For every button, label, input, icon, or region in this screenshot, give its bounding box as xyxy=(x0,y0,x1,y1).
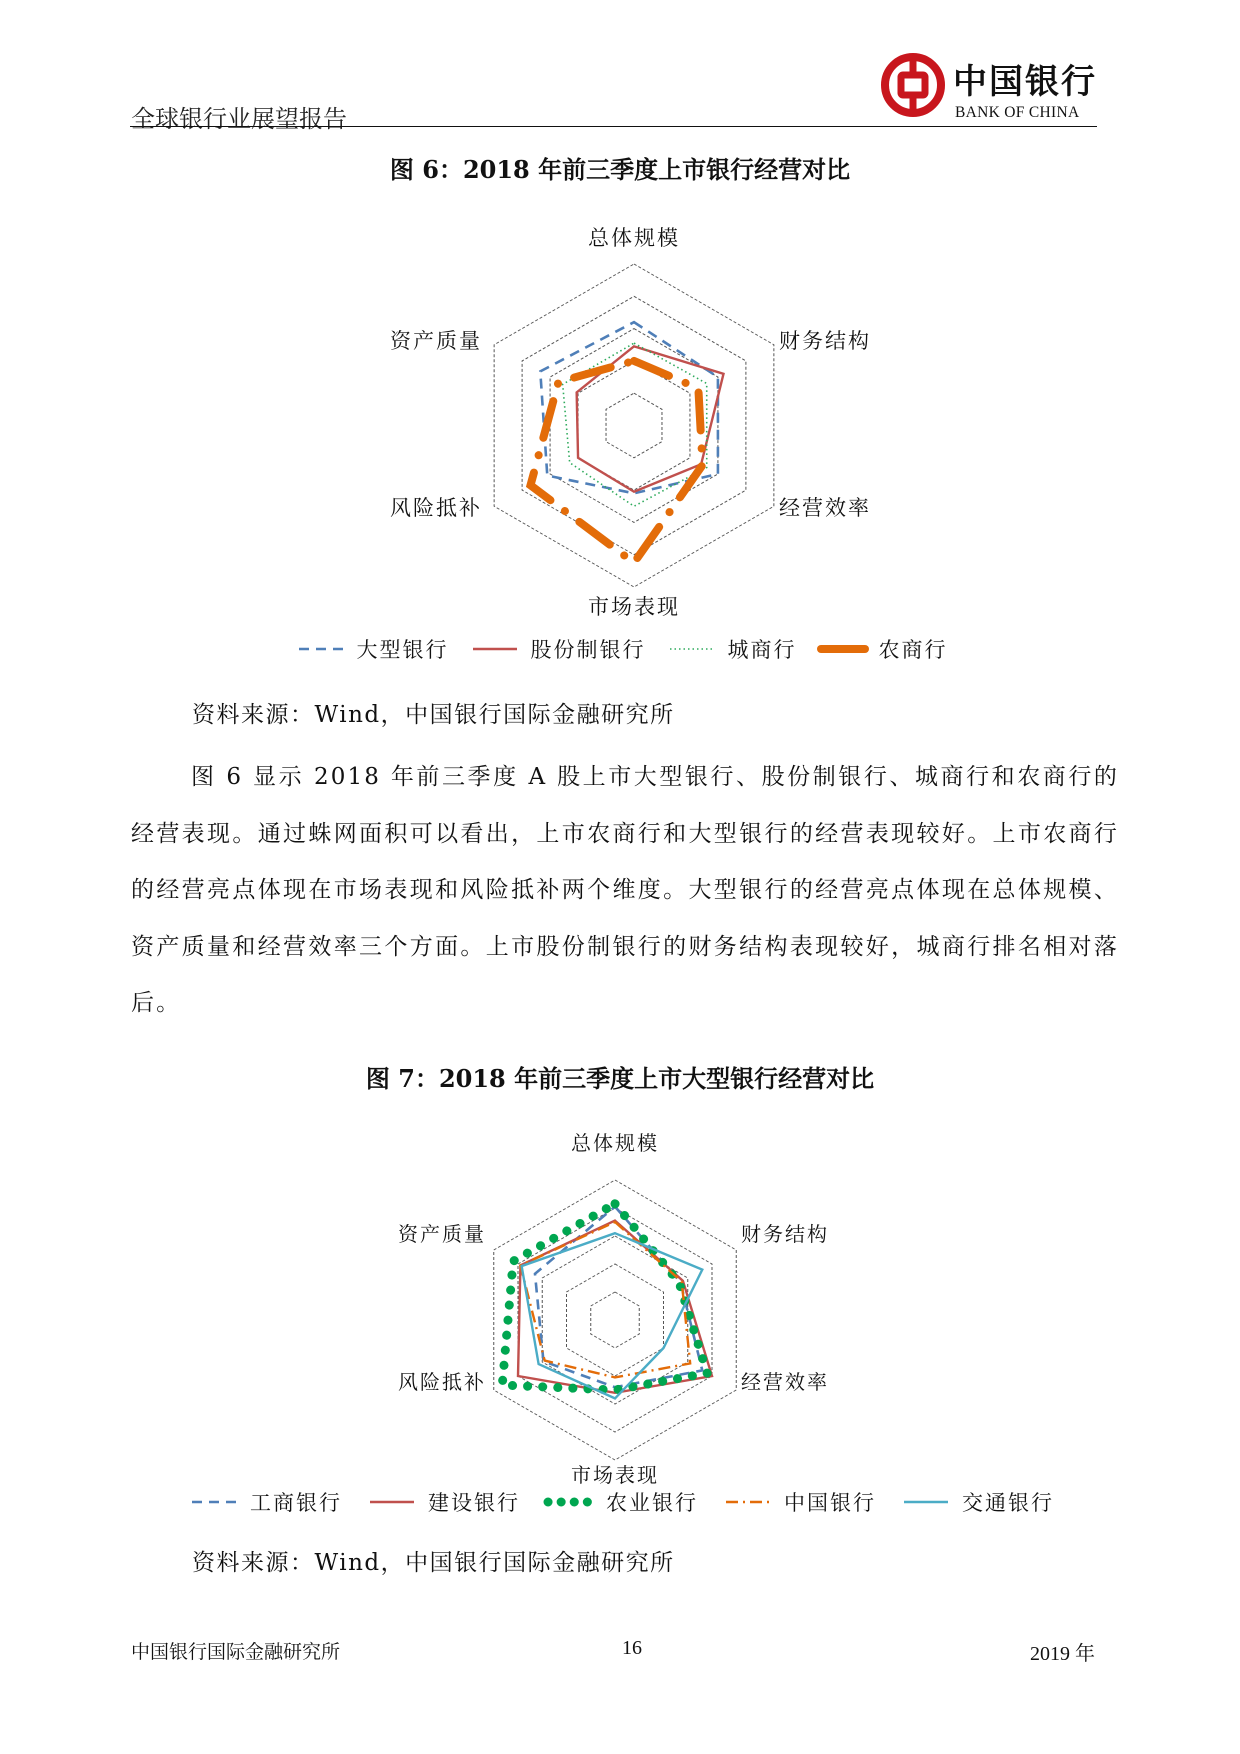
legend-swatch-icon xyxy=(720,1494,776,1510)
series-农业银行 xyxy=(502,1204,707,1390)
legend-item xyxy=(815,634,948,664)
axis-label: 资产质量 xyxy=(398,1222,486,1246)
legend-swatch-icon xyxy=(542,1494,598,1510)
figure-7-legend xyxy=(0,1487,1240,1517)
figure-7-radar-chart xyxy=(0,1100,1240,1500)
legend-swatch-icon xyxy=(898,1494,954,1510)
legend-label: 建设银行 xyxy=(428,1491,520,1515)
series-农商行 xyxy=(531,361,703,563)
page-number: 16 xyxy=(622,1637,642,1659)
figure-6-source: 资料来源：Wind，中国银行国际金融研究所 xyxy=(192,702,675,728)
legend-label: 股份制银行 xyxy=(530,638,646,662)
legend-label: 交通银行 xyxy=(962,1491,1054,1515)
legend-item xyxy=(467,634,646,664)
legend-item xyxy=(542,1487,698,1517)
legend-label: 工商银行 xyxy=(250,1491,342,1515)
axis-label: 风险抵补 xyxy=(390,496,482,520)
axis-label: 总体规模 xyxy=(571,1131,659,1155)
axis-label: 总体规模 xyxy=(588,226,680,250)
legend-label: 农商行 xyxy=(878,638,948,662)
axis-label: 财务结构 xyxy=(741,1222,829,1246)
series-交通银行 xyxy=(522,1233,703,1398)
legend-swatch-icon xyxy=(364,1494,420,1510)
body-paragraph: 图 6 显示 2018 年前三季度 A 股上市大型银行、股份制银行、城商行和农商行的经营表现。通过蛛网面积可以看出，上市农商行和大型银行的经营表现较好。上市农商行的经营亮点体现在市场表现和风险抵补两个维度。大型银行的经营亮点体现在总体规模、资产质量和经营效率三个方面。上市股份制银行的财务结构表现较好，城商行排名相对落后。 xyxy=(131,764,1119,1016)
footer-year: 2019 年 xyxy=(1030,1643,1095,1665)
legend-label: 中国银行 xyxy=(784,1491,876,1515)
legend-item xyxy=(364,1487,520,1517)
figure-6-title: 图 6：2018 年前三季度上市银行经营对比 xyxy=(389,155,851,184)
legend-label: 大型银行 xyxy=(356,638,449,662)
figure-6-legend xyxy=(0,634,1240,664)
legend-item xyxy=(720,1487,876,1517)
report-title: 全球银行业展望报告 xyxy=(131,105,347,133)
figure-7-source: 资料来源：Wind，中国银行国际金融研究所 xyxy=(192,1550,675,1576)
axis-label: 经营效率 xyxy=(779,496,871,520)
footer-institution: 中国银行国际金融研究所 xyxy=(131,1641,341,1663)
radar-grid xyxy=(494,264,774,587)
legend-label: 城商行 xyxy=(727,638,797,662)
legend-swatch-icon xyxy=(664,641,720,657)
legend-swatch-icon xyxy=(186,1494,242,1510)
legend-item xyxy=(186,1487,342,1517)
axis-label: 资产质量 xyxy=(390,329,482,353)
axis-label: 市场表现 xyxy=(571,1463,659,1487)
logo-chinese-text: 中国银行 xyxy=(953,62,1097,102)
logo-english-text: BANK OF CHINA xyxy=(955,104,1080,121)
legend-item xyxy=(293,634,449,664)
legend-item xyxy=(664,634,797,664)
axis-label: 市场表现 xyxy=(588,595,680,619)
legend-swatch-icon xyxy=(467,641,523,657)
axis-label: 经营效率 xyxy=(741,1370,829,1394)
legend-swatch-icon xyxy=(815,641,871,657)
series-中国银行 xyxy=(520,1222,690,1377)
figure-7-title: 图 7：2018 年前三季度上市大型银行经营对比 xyxy=(365,1064,875,1093)
axis-label: 风险抵补 xyxy=(398,1370,486,1394)
axis-label: 财务结构 xyxy=(779,329,871,353)
legend-swatch-icon xyxy=(293,641,349,657)
legend-label: 农业银行 xyxy=(606,1491,698,1515)
figure-6-radar-chart xyxy=(0,0,1240,700)
legend-item xyxy=(898,1487,1054,1517)
